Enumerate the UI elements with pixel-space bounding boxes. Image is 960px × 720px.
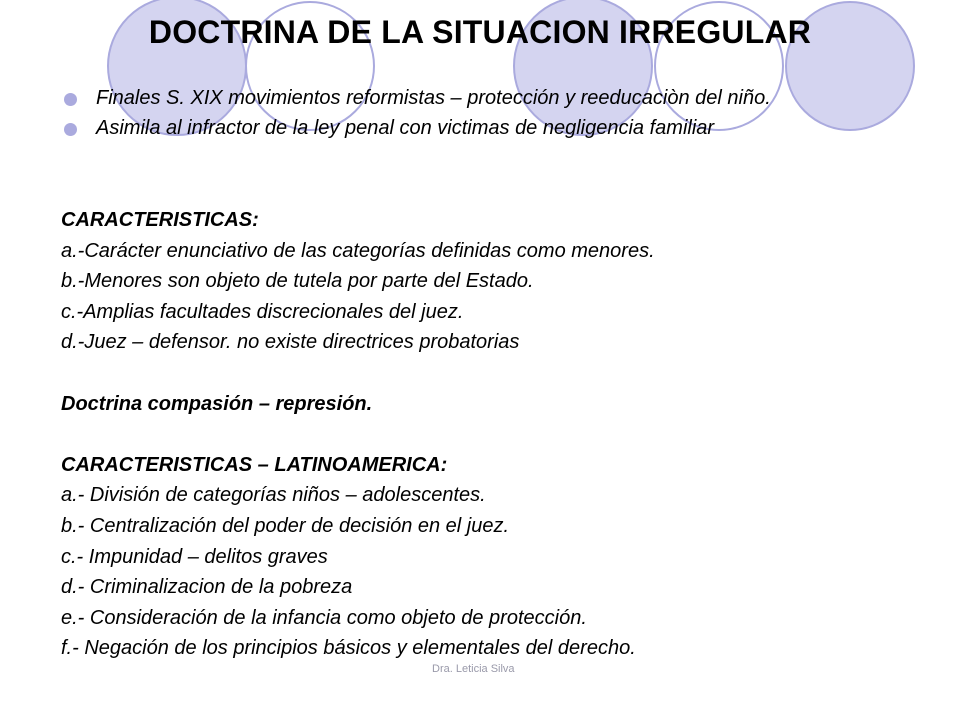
- slide-title: DOCTRINA DE LA SITUACION IRREGULAR: [148, 14, 812, 50]
- bullet-list: [64, 88, 904, 148]
- footer-author: Dra. Leticia Silva: [432, 663, 515, 675]
- list-item: b.-Menores son objeto de tutela por parte del Estado.: [61, 270, 534, 293]
- section-heading: CARACTERISTICAS:: [61, 209, 259, 231]
- spacer: [61, 419, 941, 450]
- list-item: d.- Criminalizacion de la pobreza: [61, 576, 353, 599]
- doctrine-line: Doctrina compasión – represión.: [61, 392, 373, 415]
- list-item: a.- División de categorías niños – adolescentes.: [61, 484, 486, 507]
- list-item: e.- Consideración de la infancia como objeto de protección.: [61, 606, 587, 629]
- list-item: a.-Carácter enunciativo de las categorías definidas como menores.: [61, 239, 655, 262]
- bullet-text: Finales S. XIX movimientos reformistas – protección y reeducaciòn del niño.: [96, 87, 771, 109]
- slide-body: [61, 205, 941, 664]
- list-item: f.- Negación de los principios básicos y elementales del derecho.: [61, 637, 636, 660]
- section-heading: CARACTERISTICAS – LATINOAMERICA:: [61, 453, 448, 476]
- bullet-item: [64, 118, 904, 139]
- list-item: b.- Centralización del poder de decisión en el juez.: [61, 514, 510, 537]
- list-item: d.-Juez – defensor. no existe directrices probatorias: [61, 331, 520, 354]
- spacer: [61, 358, 941, 389]
- bullet-icon: [64, 93, 77, 106]
- list-item: c.- Impunidad – delitos graves: [61, 545, 328, 568]
- bullet-item: [64, 88, 904, 109]
- bullet-icon: [64, 123, 77, 136]
- list-item: c.-Amplias facultades discrecionales del juez.: [61, 300, 464, 323]
- bullet-text: Asimila al infractor de la ley penal con victimas de negligencia familiar: [96, 117, 715, 139]
